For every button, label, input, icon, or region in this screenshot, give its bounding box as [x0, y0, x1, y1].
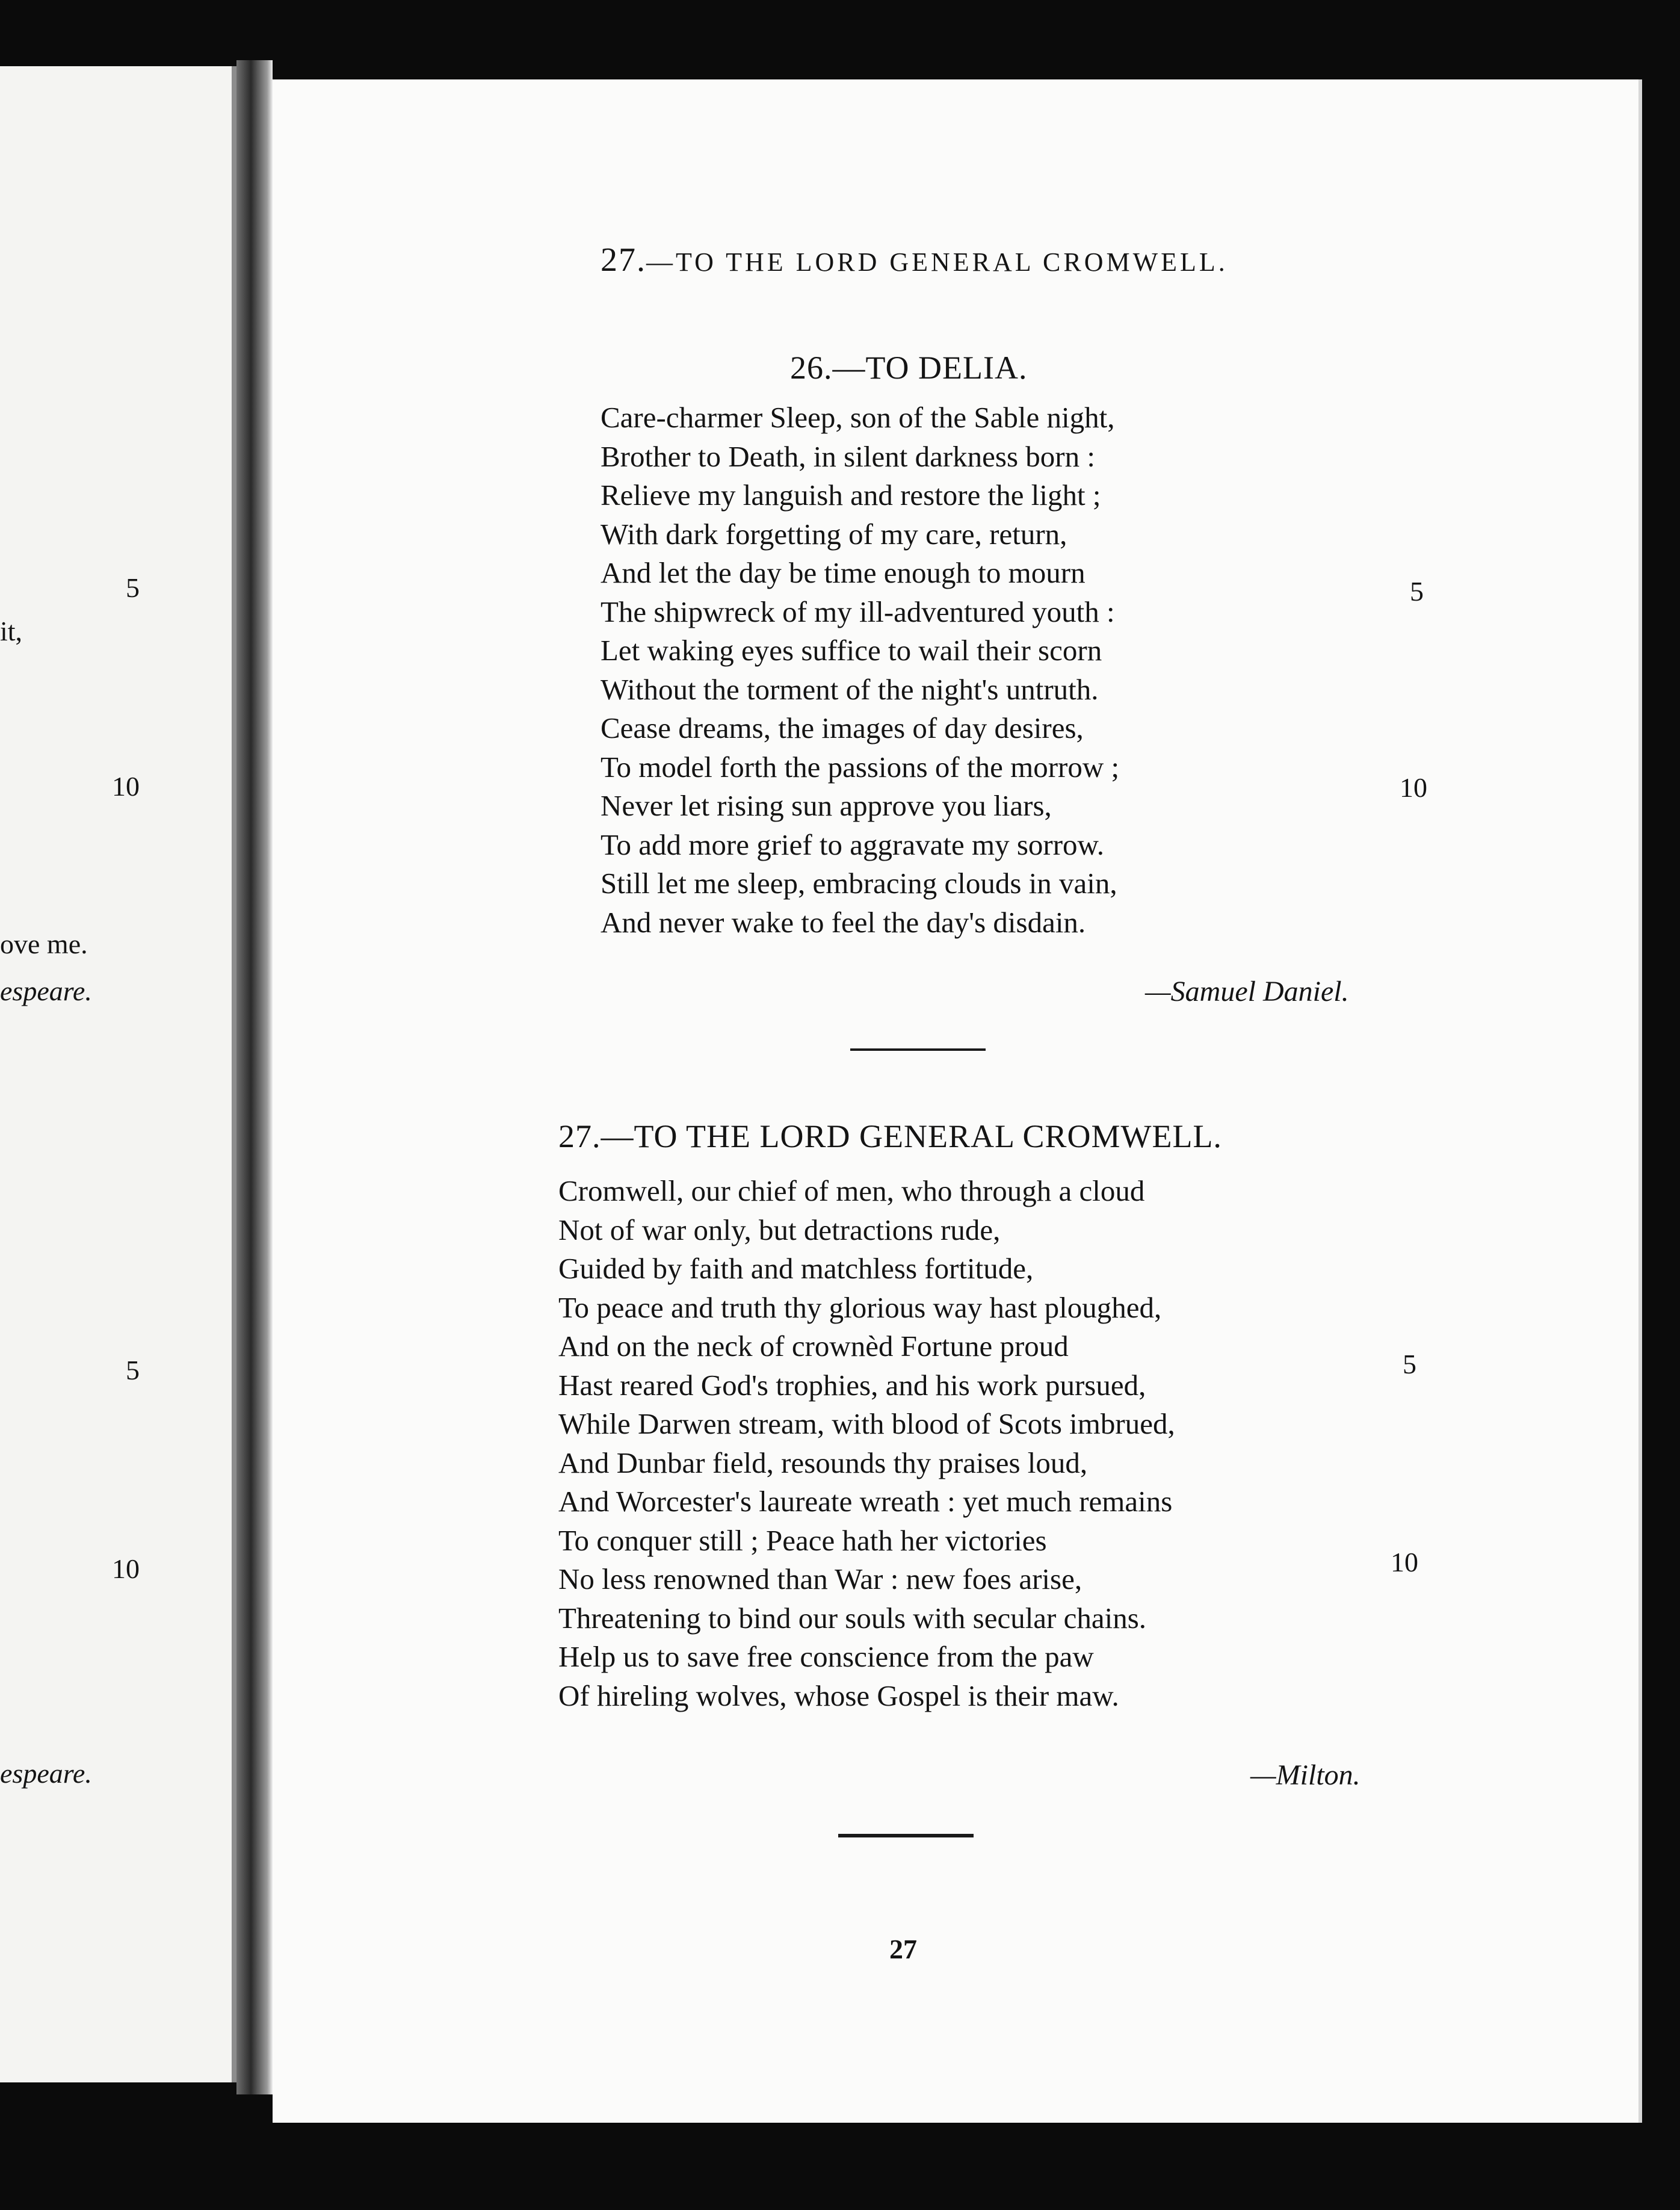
- poem-line: Cromwell, our chief of men, who through a cloud: [558, 1174, 1145, 1207]
- poem-line: To peace and truth thy glorious way hast ploughed,: [558, 1290, 1162, 1324]
- left-line-number-5: 5: [126, 1355, 140, 1385]
- poem-body: [558, 1172, 1175, 1715]
- poem-line: Hast reared God's trophies, and his work pursued,: [558, 1368, 1146, 1402]
- poem-line: Let waking eyes suffice to wail their scorn: [601, 634, 1102, 667]
- left-line-number-10: 10: [112, 1553, 140, 1584]
- poem-line: With dark forgetting of my care, return,: [601, 517, 1067, 551]
- poem-title: 27.—TO THE LORD GENERAL CROMWELL.: [558, 1118, 1222, 1154]
- line-number: 10: [1391, 1547, 1418, 1577]
- line-number: 10: [1400, 772, 1427, 803]
- poem-body: [601, 398, 1119, 942]
- left-line-number-10: 10: [112, 771, 140, 802]
- poem-line: Without the torment of the night's untruth.: [601, 672, 1099, 706]
- left-author-fragment: espeare.: [0, 1758, 92, 1789]
- running-head: [601, 241, 1228, 279]
- poem-line: And let the day be time enough to mourn: [601, 556, 1086, 589]
- poem-line: Relieve my languish and restore the light ;: [601, 478, 1101, 512]
- poem-line: The shipwreck of my ill-adventured youth :: [601, 595, 1115, 628]
- poem-line: And never wake to feel the day's disdain.: [601, 905, 1086, 939]
- poem-line: To add more grief to aggravate my sorrow.: [601, 828, 1104, 861]
- poem-line: While Darwen stream, with blood of Scots imbrued,: [558, 1407, 1175, 1440]
- poem-line: Still let me sleep, embracing clouds in vain,: [601, 867, 1117, 900]
- left-text-fragment: ove me.: [0, 929, 88, 959]
- page-number: 27: [889, 1934, 917, 1964]
- line-number: 5: [1410, 576, 1424, 607]
- poem-line: And on the neck of crownèd Fortune proud: [558, 1329, 1069, 1363]
- poem-author: —Samuel Daniel.: [1145, 976, 1349, 1008]
- left-line-number-5: 5: [126, 572, 140, 603]
- poem-title: 26.—TO DELIA.: [790, 350, 1028, 386]
- previous-page-strip: [0, 66, 236, 2082]
- section-divider: [850, 1048, 986, 1051]
- poem-line: Not of war only, but detractions rude,: [558, 1213, 1001, 1246]
- poem-line: To conquer still ; Peace hath her victories: [558, 1523, 1047, 1557]
- book-page: [273, 79, 1638, 2123]
- running-head-number: 27.: [601, 241, 646, 279]
- running-head-text: —TO THE LORD GENERAL CROMWELL.: [646, 247, 1228, 277]
- poem-line: Brother to Death, in silent darkness born :: [601, 439, 1095, 473]
- poem-line: Help us to save free conscience from the paw: [558, 1640, 1094, 1673]
- poem-author: —Milton.: [1250, 1759, 1360, 1791]
- book-gutter: [236, 60, 273, 2094]
- poem-line: To model forth the passions of the morrow ;: [601, 750, 1120, 784]
- poem-line: Threatening to bind our souls with secular chains.: [558, 1601, 1147, 1635]
- line-number: 5: [1403, 1349, 1416, 1379]
- poem-line: Care-charmer Sleep, son of the Sable night,: [601, 401, 1115, 434]
- poem-line: And Dunbar field, resounds thy praises loud,: [558, 1446, 1088, 1479]
- left-text-fragment: it,: [0, 616, 23, 646]
- poem-line: Never let rising sun approve you liars,: [601, 789, 1052, 822]
- poem-line: And Worcester's laureate wreath : yet much remains: [558, 1485, 1173, 1518]
- poem-line: Cease dreams, the images of day desires,: [601, 711, 1084, 744]
- section-divider: [838, 1834, 974, 1837]
- left-author-fragment: espeare.: [0, 976, 92, 1006]
- poem-line: Of hireling wolves, whose Gospel is their maw.: [558, 1679, 1119, 1712]
- poem-line: Guided by faith and matchless fortitude,: [558, 1252, 1034, 1285]
- poem-line: No less renowned than War : new foes arise,: [558, 1562, 1082, 1596]
